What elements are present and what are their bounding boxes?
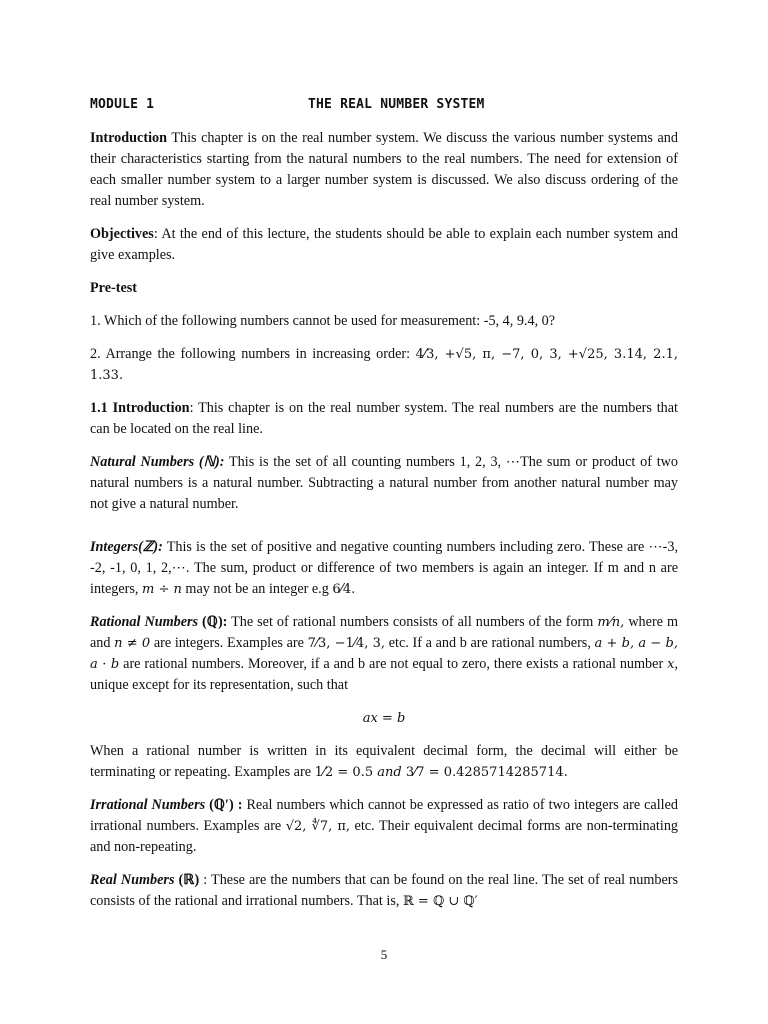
page-number: 5 bbox=[380, 947, 388, 962]
rational-text-6: , unique except for its representation, such that bbox=[90, 656, 678, 693]
integers-label: Integers(ℤ): bbox=[90, 539, 163, 555]
natural-numbers-paragraph bbox=[90, 452, 678, 515]
pretest-label: Pre-test bbox=[90, 280, 137, 296]
integers-example: 6⁄4. bbox=[332, 582, 356, 597]
real-text: : These are the numbers that can be found on the real line. The set of real numbers consists of the rational and irrational numbers. That is, bbox=[90, 872, 678, 909]
integers-text: This is the set of positive and negative counting numbers including zero. These are ⋯-3, -2, -1, 0, 1, 2,⋯. The sum, product or difference of two members is again an integer. If m and n are integers, bbox=[90, 539, 678, 597]
natural-numbers-label: Natural Numbers (ℕ): bbox=[90, 454, 225, 470]
irrational-symbol: (ℚ′) : bbox=[205, 797, 243, 813]
spacer bbox=[90, 527, 678, 537]
rational-examples: 7⁄3, −1⁄4, 3, bbox=[307, 636, 386, 651]
irrational-examples: √2, ∜7, π, bbox=[285, 819, 351, 834]
integers-paragraph bbox=[90, 537, 678, 600]
decimal-and: and bbox=[373, 765, 406, 780]
decimal-example-1: 1⁄2 = 0.5 bbox=[314, 765, 374, 780]
real-symbol: (ℝ) bbox=[174, 872, 200, 888]
q2-text: 2. Arrange the following numbers in increasing order: bbox=[90, 346, 416, 362]
page-title: THE REAL NUMBER SYSTEM bbox=[308, 97, 485, 112]
rational-form: m⁄n, bbox=[597, 615, 625, 630]
irrational-text-1: Real numbers which cannot be expressed as ratio of two integers are called irrational numbers. Examples are bbox=[90, 797, 678, 834]
irrational-text-2: etc. Their equivalent decimal forms are non-terminating and non-repeating. bbox=[90, 818, 679, 855]
section-1-1-text: : This chapter is on the real number system. The real numbers are the numbers that can be located on the real line. bbox=[90, 400, 679, 437]
integers-math: m ÷ n bbox=[142, 582, 182, 597]
q2-math: 4⁄3, +√5, π, −7, 0, 3, +√25, 3.14, 2.1, 1.33. bbox=[90, 347, 678, 383]
rational-text-2: where m and bbox=[90, 614, 678, 651]
rational-symbol: (ℚ): bbox=[198, 614, 228, 630]
natural-numbers-text: This is the set of all counting numbers 1, 2, 3, ⋯The sum or product of two natural numbers is a natural number. Subtracting a natural number from another natural number may not give a natural number. bbox=[90, 454, 678, 512]
objectives-text: : At the end of this lecture, the students should be able to explain each number system and give examples. bbox=[90, 226, 678, 263]
real-numbers-paragraph bbox=[90, 870, 678, 912]
rational-text-1: The set of rational numbers consists of all numbers of the form bbox=[227, 614, 598, 630]
real-numbers-label: Real Numbers bbox=[90, 872, 175, 888]
rational-text-3: are integers. Examples are bbox=[150, 635, 308, 651]
rational-condition: n ≠ 0 bbox=[114, 636, 151, 651]
pretest-heading bbox=[90, 278, 678, 299]
intro-paragraph bbox=[90, 128, 678, 212]
intro-text: This chapter is on the real number system. We discuss the various number systems and their characteristics starting from the natural numbers to the real numbers. The need for extension of each smaller number system to a larger number system is discussed. We also discuss ordering of the real number system. bbox=[90, 130, 678, 209]
decimal-text: When a rational number is written in its equivalent decimal form, the decimal will either be terminating or repeating. Examples are bbox=[90, 743, 678, 780]
decimal-example-2: 3⁄7 = 0.4285714285714. bbox=[405, 765, 568, 780]
objectives-paragraph bbox=[90, 224, 678, 266]
equation bbox=[90, 708, 678, 729]
rational-operations: a + b, a − b, a · b bbox=[90, 636, 678, 672]
rational-text-4: etc. If a and b are rational numbers, bbox=[385, 635, 595, 651]
rational-x: x bbox=[667, 657, 675, 672]
section-1-1-paragraph bbox=[90, 398, 678, 440]
irrational-numbers-paragraph bbox=[90, 795, 678, 858]
rational-text-5: are rational numbers. Moreover, if a and b are not equal to zero, there exists a rational number bbox=[119, 656, 668, 672]
equation-text: ax = b bbox=[362, 711, 406, 726]
section-1-1-label: 1.1 Introduction bbox=[90, 400, 190, 416]
irrational-numbers-label: Irrational Numbers bbox=[90, 797, 206, 813]
rational-numbers-label: Rational Numbers bbox=[90, 614, 199, 630]
rational-numbers-paragraph bbox=[90, 612, 678, 696]
objectives-label: Objectives bbox=[90, 226, 154, 242]
page-content bbox=[90, 94, 678, 924]
pretest-question-2 bbox=[90, 344, 678, 386]
intro-label: Introduction bbox=[90, 130, 167, 146]
pretest-question-1: 1. Which of the following numbers cannot be used for measurement: -5, 4, 9.4, 0? bbox=[90, 313, 556, 329]
decimal-paragraph bbox=[90, 741, 678, 783]
module-header bbox=[90, 94, 678, 118]
integers-tail: may not be an integer e.g bbox=[181, 581, 333, 597]
module-label: MODULE 1 bbox=[90, 97, 155, 112]
real-formula: ℝ = ℚ ∪ ℚ′ bbox=[402, 894, 478, 909]
